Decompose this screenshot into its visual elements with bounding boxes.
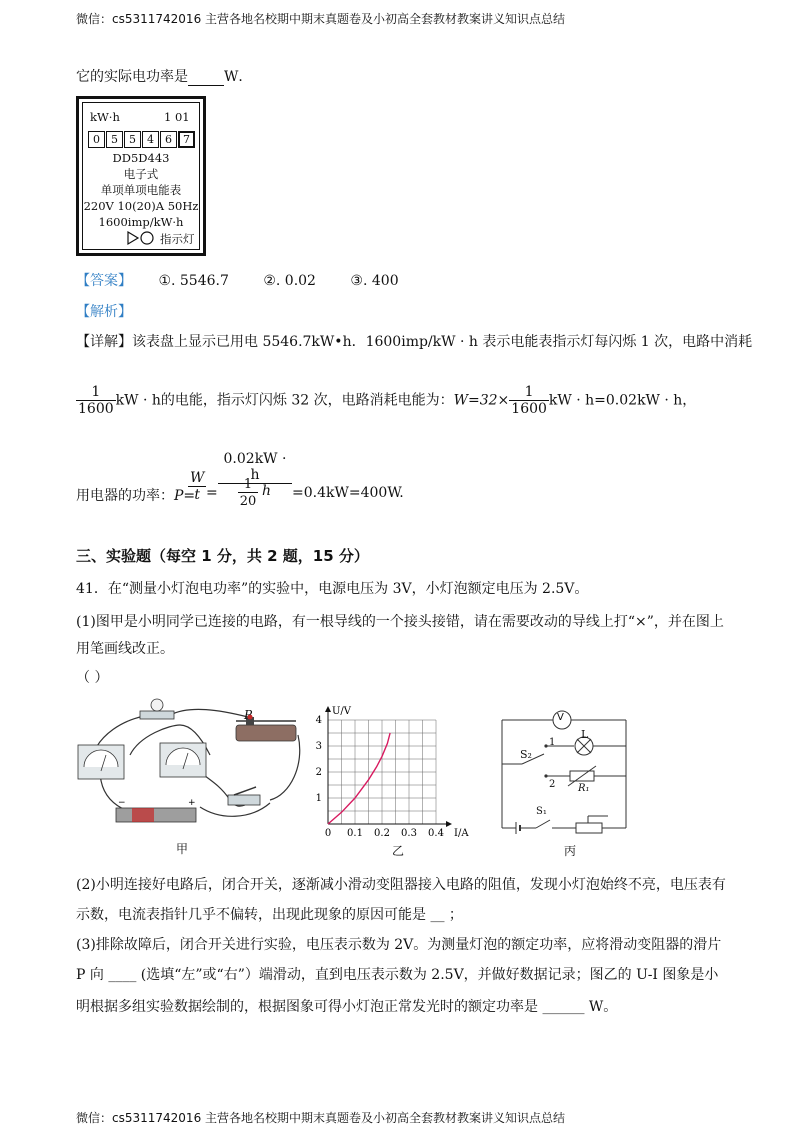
- meter-type: 电子式: [123, 167, 159, 181]
- meter-digit: 4: [142, 131, 159, 148]
- power-label: [76, 485, 195, 505]
- detail-line-1: [76, 331, 752, 351]
- fraction-denominator: t: [194, 487, 201, 503]
- power-p: P=: [174, 488, 196, 504]
- meter-spec: 220V 10(20)A 50Hz: [83, 199, 199, 213]
- power-eq: =: [206, 485, 218, 501]
- q41-part3-line2: P 向 ____ (选填“左”或“右”）端滑动，直到电压表示数为 2.5V，并做好数据记录；图乙的 U-I 图象是小: [76, 967, 719, 983]
- fraction-1-1600: [76, 384, 116, 417]
- y-tick-label: 4: [315, 715, 322, 726]
- power-result: =0.4kW=400W.: [292, 485, 404, 501]
- detail-text-2: kW · h的电能，指示灯闪烁 32 次，电路消耗电能为：: [115, 392, 454, 409]
- x-tick-label: 0.3: [401, 828, 417, 839]
- q41-part1-line1: (1)图甲是小明同学已连接的电路，有一根导线的一个接头接错，请在需要改动的导线上打“×”，并在图上: [76, 614, 724, 630]
- fraction-numerator: 1: [76, 384, 116, 401]
- meter-digits: [88, 131, 196, 148]
- voltmeter-symbol: V: [557, 712, 564, 723]
- answer-line: [76, 270, 399, 290]
- detail-text-3: kW · h=0.02kW · h，: [548, 392, 697, 409]
- q40-blank: [188, 71, 224, 86]
- power-big-numerator: 0.02kW · h: [218, 451, 292, 484]
- q41-part2-line2: 示数，电流表指针几乎不偏转，出现此现象的原因可能是 __ ；: [76, 907, 463, 923]
- figure-yi-caption: 乙: [392, 844, 405, 858]
- meter-digit-decimal: 7: [178, 131, 195, 148]
- meter-unit: kW·h: [90, 110, 120, 124]
- y-tick-label: 3: [315, 741, 322, 752]
- meter-index: 1 01: [164, 110, 190, 124]
- meter-constant: 1600imp/kW·h: [98, 215, 184, 229]
- x-axis-label: I/A: [454, 828, 469, 839]
- q41-part3-line3: 明根据多组实验数据绘制的，根据图象可得小灯泡正常发光时的额定功率是 ______ W。: [76, 999, 618, 1015]
- x-axis-arrow-icon: [446, 821, 452, 827]
- page-header: 微信：cs5311742016 主营各地名校期中期末真题卷及小初高全套教材教案讲义知识点总结: [76, 12, 566, 26]
- answer-tag: 【答案】: [76, 273, 132, 289]
- x-tick-label: 0: [324, 828, 332, 839]
- answer-item-1: ①. 5546.7: [158, 273, 229, 289]
- meter-digit: 5: [124, 131, 141, 148]
- answer-item-2: ②. 0.02: [263, 273, 316, 289]
- svg-text:−: −: [118, 798, 126, 808]
- fraction-w-over-t: [188, 470, 206, 503]
- x-tick-label: 0.1: [347, 828, 363, 839]
- q41-part2-line1: (2)小明连接好电路后，闭合开关，逐渐减小滑动变阻器接入电路的阻值，发现小灯泡始终不亮，电压表有: [76, 877, 726, 893]
- meter-indicator-label: 指示灯: [160, 232, 195, 246]
- figure-jia-circuit: [70, 695, 310, 835]
- svg-text:+: +: [188, 798, 196, 808]
- figure-bing-caption: 丙: [564, 844, 577, 858]
- lamp-label: L: [581, 728, 589, 741]
- y-tick-label: 2: [315, 767, 322, 778]
- switch-s1-label: S₁: [536, 806, 547, 817]
- contact-1-label: 1: [549, 737, 556, 748]
- meter-digit: 0: [88, 131, 105, 148]
- y-axis-label: U/V: [332, 706, 352, 717]
- slider-p-label: P: [244, 708, 253, 722]
- fraction-numerator: W: [190, 470, 205, 486]
- meter-name: 单项单项电能表: [100, 183, 182, 197]
- graph-grid: [328, 720, 436, 824]
- fraction-denominator: 1600: [78, 401, 114, 417]
- power-label-text: 用电器的功率：: [76, 488, 174, 504]
- x-tick-label: 0.4: [428, 828, 444, 839]
- meter-model: DD5D443: [112, 151, 170, 165]
- detail-line-2: [76, 384, 696, 417]
- fraction-1-1600-b: [509, 384, 549, 417]
- q41-part1-line2: 用笔画线改正。: [76, 641, 174, 657]
- answer-item-3: ③. 400: [350, 273, 399, 289]
- q41-stem: 41．在“测量小灯泡电功率”的实验中，电源电压为 3V，小灯泡额定电压为 2.5V。: [76, 581, 589, 597]
- y-axis-arrow-icon: [325, 706, 331, 712]
- q41-part3-line1: (3)排除故障后，闭合开关进行实验，电压表示数为 2V。为测量灯泡的额定功率，应将滑动变阻器的滑片: [76, 937, 722, 953]
- switch-s2-label: S₂: [520, 748, 532, 761]
- meter-digit: 6: [160, 131, 177, 148]
- x-tick-label: 0.2: [374, 828, 390, 839]
- q41-answer-paren: （ ）: [76, 670, 109, 686]
- indicator-symbol-icon: [126, 230, 158, 246]
- y-tick-label: 1: [315, 793, 322, 804]
- figure-bing-circuit: [492, 708, 632, 838]
- power-small-numerator: 1: [238, 477, 258, 493]
- detail-text-1: 该表盘上显示已用电 5546.7kW•h．1600imp/kW · h 表示电能表指示灯每闪烁 1 次，电路中消耗: [132, 334, 753, 350]
- energy-expression: W=32×: [453, 392, 510, 409]
- fraction-denominator: 1600: [511, 401, 547, 417]
- power-small-denominator: 20: [239, 494, 257, 509]
- page-footer: 微信：cs5311742016 主营各地名校期中期末真题卷及小初高全套教材教案讲义知识点总结: [76, 1111, 566, 1125]
- analysis-tag: 【解析】: [76, 304, 132, 320]
- resistor-r1-label: R₁: [578, 783, 590, 794]
- q40-tail-text: 它的实际电功率是: [76, 69, 188, 85]
- meter-digit: 5: [106, 131, 123, 148]
- ui-curve: [328, 733, 390, 824]
- q40-tail: [76, 66, 252, 86]
- figure-yi-graph: [310, 700, 480, 840]
- power-h: h: [262, 483, 272, 499]
- contact-2-label: 2: [549, 779, 556, 790]
- detail-tag: 【详解】: [76, 334, 132, 350]
- figure-jia-caption: 甲: [176, 842, 189, 856]
- graph-ticks: [316, 706, 470, 839]
- fraction-numerator: 1: [509, 384, 549, 401]
- section-title: 三、实验题（每空 1 分，共 2 题，15 分）: [76, 547, 369, 565]
- q40-unit: W．: [224, 69, 253, 85]
